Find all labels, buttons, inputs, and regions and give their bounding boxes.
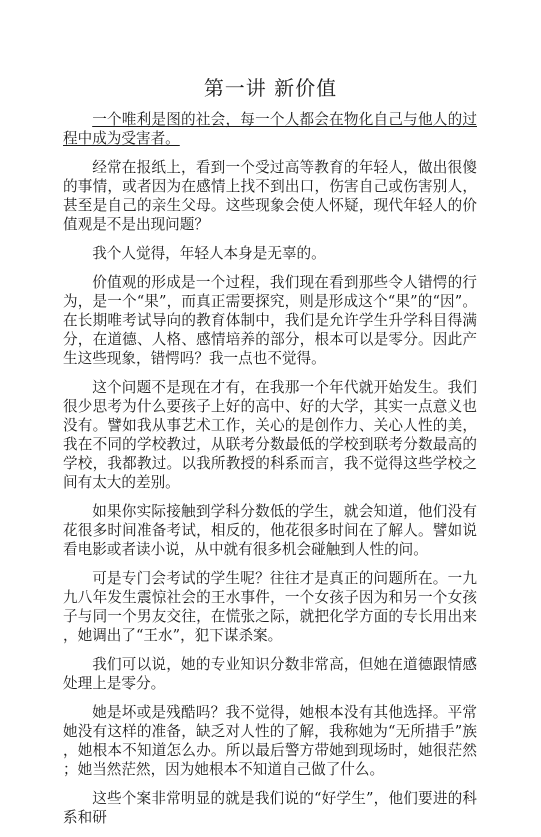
paragraph: 价值观的形成是一个过程，我们现在看到那些令人错愕的行为，是一个“果”，而真正需要探究，则是形成这个“果”的“因”。在长期唯考试导向的教育体制中，我们是允许学生升学科目得满分，在道德、人格、感情培养的部分，根本可以是零分。因此产生这些现象，错愕吗？我一点也不觉得。 <box>63 274 477 367</box>
paragraph: 这个问题不是现在才有，在我那一个年代就开始发生。我们很少思考为什么要孩子上好的高中、好的大学，其实一点意义也没有。譬如我从事艺术工作，关心的是创作力、关心人性的美，我在不同的学校教过，从联考分数最低的学校到联考分数最高的学校，我都教过。以我所教授的科系而言，我不觉得这些学校之间有太大的差别。 <box>63 379 477 491</box>
paragraph: 可是专门会考试的学生呢？往往才是真正的问题所在。一九九八年发生震惊社会的王水事件，一个女孩子因为和另一个女孩子与同一个男友交往，在慌张之际，就把化学方面的专长用出来，她调出了“王水”，犯下谋杀案。 <box>63 570 477 644</box>
paragraph: 我们可以说，她的专业知识分数非常高，但她在道德跟情感处理上是零分。 <box>63 656 477 692</box>
page-title: 第一讲 新价值 <box>203 76 338 100</box>
lead-paragraph: 一个唯利是图的社会，每一个人都会在物化自己与他人的过程中成为受害者。 <box>63 111 477 147</box>
paragraph: 这些个案非常明显的就是我们说的“好学生”，他们要进的科系和研 <box>63 790 477 826</box>
paragraph: 经常在报纸上，看到一个受过高等教育的年轻人，做出很傻的事情，或者因为在感情上找不到出口，伤害自己或伤害别人，甚至是自己的亲生父母。这些现象会使人怀疑，现代年轻人的价值观是不是出现问题？ <box>63 159 477 233</box>
body-text <box>63 110 477 837</box>
paragraph: 她是坏或是残酷吗？我不觉得，她根本没有其他选择。平常她没有这样的准备，缺乏对人性的了解，我称她为“无所措手”族，她根本不知道怎么办。所以最后警方带她到现场时，她很茫然；她当然茫然，因为她根本不知道自己做了什么。 <box>63 704 477 778</box>
paragraph: 我个人觉得，年轻人本身是无辜的。 <box>92 245 326 262</box>
paragraph: 如果你实际接触到学科分数低的学生，就会知道，他们没有花很多时间准备考试，相反的，他花很多时间在了解人。譬如说看电影或者读小说，从中就有很多机会碰触到人性的问。 <box>63 503 477 558</box>
